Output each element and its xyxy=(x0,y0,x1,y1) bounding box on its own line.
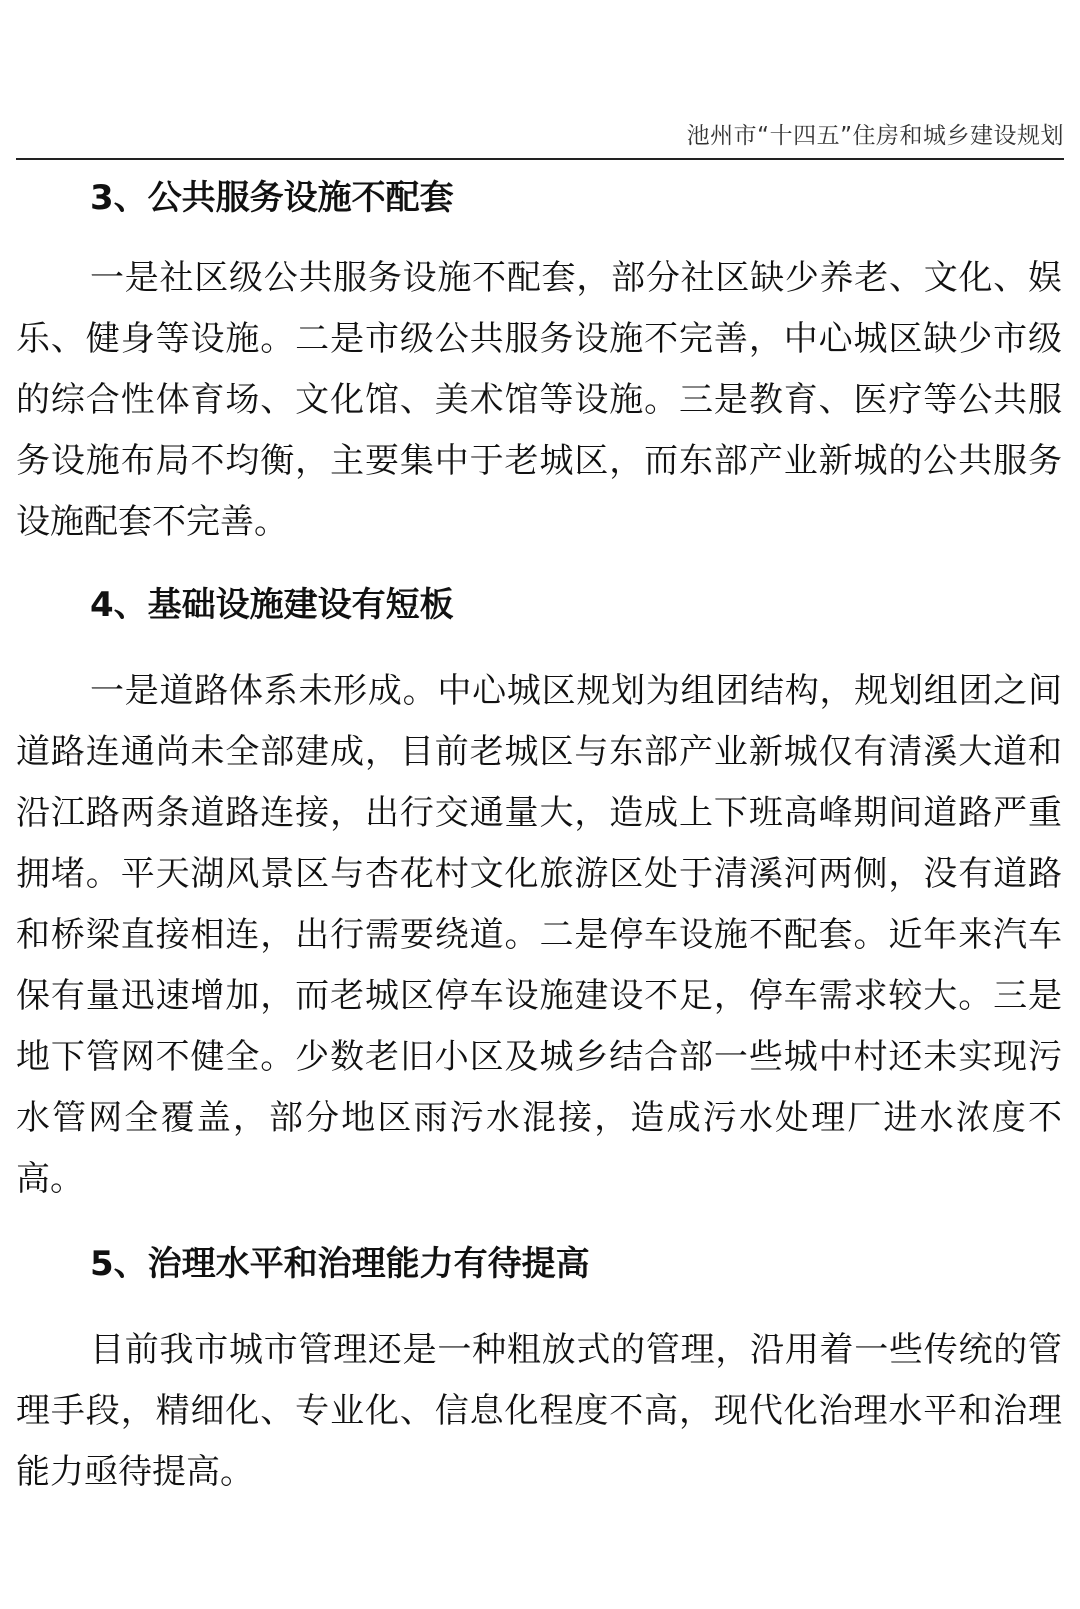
section-heading-3: 3、公共服务设施不配套 xyxy=(90,178,454,218)
document-body xyxy=(16,172,1062,1503)
section-paragraph-4: 一是道路体系未形成。中心城区规划为组团结构，规划组团之间道路连通尚未全部建成，目前老城区与东部产业新城仅有清溪大道和沿江路两条道路连接，出行交通量大，造成上下班高峰期间道路严重拥堵。平天湖风景区与杏花村文化旅游区处于清溪河两侧，没有道路和桥梁直接相连，出行需要绕道。二是停车设施不配套。近年来汽车保有量迅速增加，而老城区停车设施建设不足，停车需求较大。三是地下管网不健全。少数老旧小区及城乡结合部一些城中村还未实现污水管网全覆盖，部分地区雨污水混接，造成污水处理厂进水浓度不高。 xyxy=(16,671,1062,1199)
section-heading-4: 4、基础设施建设有短板 xyxy=(90,585,454,625)
section-heading-5: 5、治理水平和治理能力有待提高 xyxy=(90,1244,590,1284)
section-paragraph-5: 目前我市城市管理还是一种粗放式的管理，沿用着一些传统的管理手段，精细化、专业化、信息化程度不高，现代化治理水平和治理能力亟待提高。 xyxy=(16,1330,1062,1492)
running-header-title: 池州市“十四五”住房和城乡建设规划 xyxy=(686,123,1064,149)
running-header xyxy=(16,120,1064,160)
section-paragraph-3: 一是社区级公共服务设施不配套，部分社区缺少养老、文化、娱乐、健身等设施。二是市级公共服务设施不完善，中心城区缺少市级的综合性体育场、文化馆、美术馆等设施。三是教育、医疗等公共服务设施布局不均衡，主要集中于老城区，而东部产业新城的公共服务设施配套不完善。 xyxy=(16,258,1062,542)
